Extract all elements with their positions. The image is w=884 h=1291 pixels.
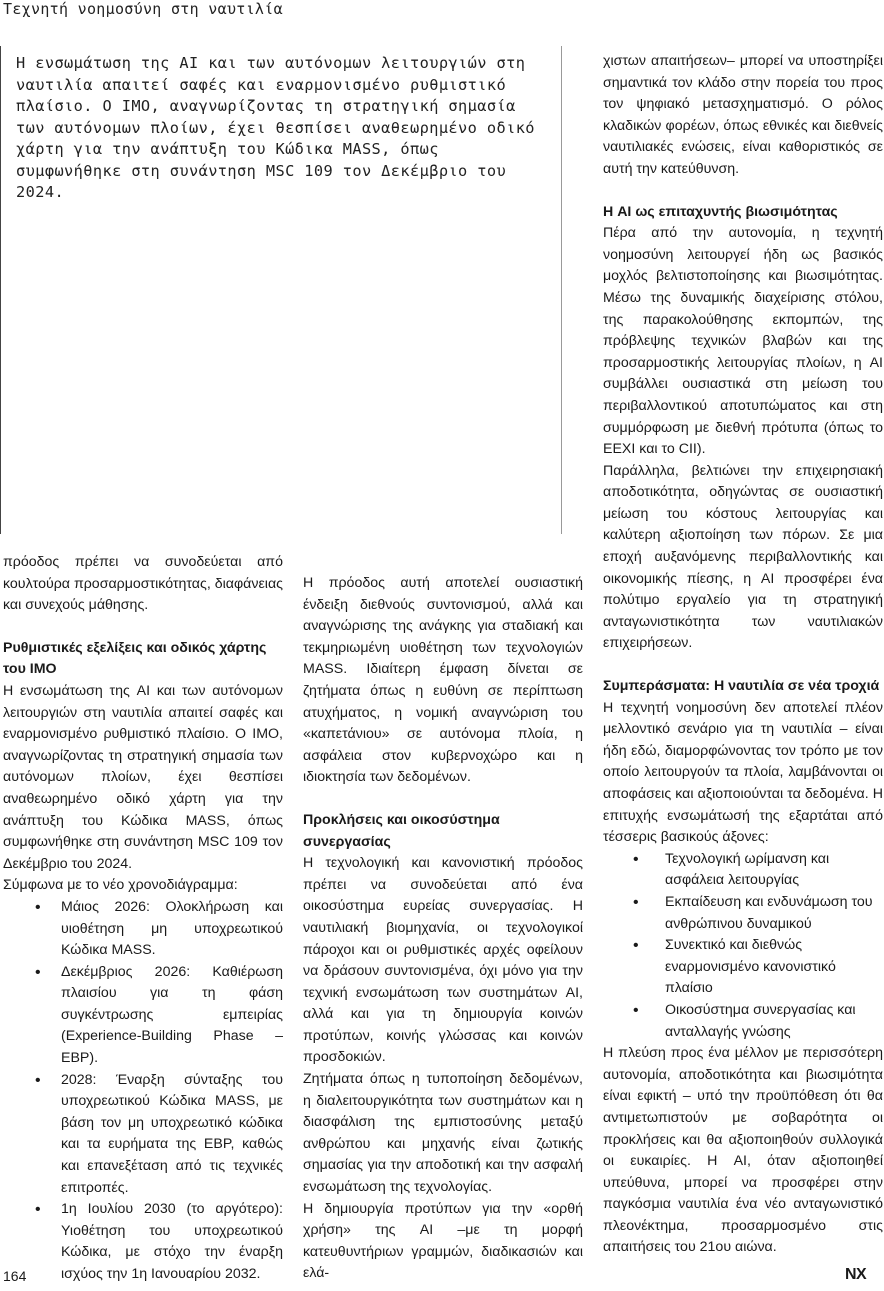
paragraph: Παράλληλα, βελτιώνει την επιχειρησιακή αποδοτικότητα, οδηγώντας σε ουσιαστική μείωση του κόστους λειτουργίας και καλύτερη αξιοποίηση των πόρων. Σε μια εποχή αυξανόμενης περιβαλλοντικής και οικονομικής πίεσης, η AI προσφέρει ένα πολύτιμο εργαλείο για τη στρατηγική ανταγωνιστικότητα των ναυτιλιακών επιχειρήσεων. xyxy=(603,462,883,652)
paragraph: Η τεχνητή νοημοσύνη δεν αποτελεί πλέον μελλοντικό σενάριο για τη ναυτιλία – είναι ήδη εδώ, διαμορφώνοντας τον τρόπο με τον οποίο λειτουργούν τα πλοία, λαμβάνονται οι αποφάσεις και αξιοποιούνται τα δεδομένα. Η επιτυχής ενσωμάτωσή της εξαρτάται από τέσσερις βασικούς άξονες: xyxy=(603,699,883,846)
paragraph: Η τεχνολογική και κανονιστική πρόοδος πρέπει να συνοδεύεται από ένα οικοσύστημα ευρείας συνεργασίας. Η ναυτιλιακή βιομηχανία, οι τεχνολογικοί πάροχοι και οι ρυθμιστικές αρχές οφείλουν να δράσουν συντονισμένα, όχι μόνο για την τεχνική ενσωμάτωση των συστημάτων AI, αλλά και για τη δημιουργία κοινών προτύπων, κοινής γλώσσας και κοινών προσδοκιών. xyxy=(303,855,583,1066)
section-heading: Ρυθμιστικές εξελίξεις και οδικός χάρτης του IMO xyxy=(3,639,267,678)
page-number: 164 xyxy=(3,1268,27,1284)
section-heading: Συμπεράσματα: Η ναυτιλία σε νέα τροχιά xyxy=(603,678,880,695)
list-item: • Μάιος 2026: Ολοκλήρωση και υιοθέτηση μη υποχρεωτικού Κώδικα MASS. xyxy=(3,897,283,962)
column-3 xyxy=(603,51,883,1259)
column-2 xyxy=(303,573,583,1285)
list-item: • Συνεκτικό και διεθνώς εναρμονισμένο κανονιστικό πλαίσιο xyxy=(603,935,883,1000)
paragraph: Η πρόοδος αυτή αποτελεί ουσιαστική ένδειξη διεθνούς συντονισμού, αλλά και αναγνώρισης της ανάγκης για σταδιακή και τεκμηριωμένη υιοθέτηση των τεχνολογιών MASS. Ιδιαίτερη έμφαση δίνεται σε ζητήματα όπως η ευθύνη σε περίπτωση ατυχήματος, η νομική αναγνώριση του «καπετάνιου» σε αυτόνομα πλοία, η ασφάλεια στον κυβερνοχώρο και η ιδιοκτησία των δεδομένων. xyxy=(303,575,583,786)
paragraph: χιστων απαιτήσεων– μπορεί να υποστηρίξει σημαντικά τον κλάδο στην πορεία του προς τον ψηφιακό μετασχηματισμό. Ο ρόλος κλαδικών φορέων, όπως εθνικές και διεθνείς ναυτιλιακές ενώσεις, είναι καθοριστικός σε αυτή την κατεύθυνση. xyxy=(603,53,883,177)
list-item: • Τεχνολογική ωρίμανση και ασφάλεια λειτουργίας xyxy=(603,849,883,892)
list-item: • 2028: Έναρξη σύνταξης του υποχρεωτικού Κώδικα MASS, με βάση τον μη υποχρεωτικό κώδικα και τα ευρήματα της EBP, καθώς και επανεξέταση από τις τεχνικές επιτροπές. xyxy=(3,1070,283,1200)
list-item: • Δεκέμβριος 2026: Καθιέρωση πλαισίου για τη φάση συγκέντρωσης εμπειρίας (Experience-Building Phase – EBP). xyxy=(3,962,283,1070)
list-item: • 1η Ιουλίου 2030 (το αργότερο): Υιοθέτηση του υποχρεωτικού Κώδικα, με στόχο την έναρξη ισχύος την 1η Ιανουαρίου 2032. xyxy=(3,1199,283,1285)
paragraph: πρόοδος πρέπει να συνοδεύεται από κουλτούρα προσαρμοστικότητας, διαφάνειας και συνεχούς μάθησης. xyxy=(3,554,283,614)
pull-quote-box xyxy=(0,46,562,534)
paragraph: Η ενσωμάτωση της AI και των αυτόνομων λειτουργιών στη ναυτιλία απαιτεί σαφές και εναρμονισμένο ρυθμιστικό πλαίσιο. Ο IMO, αναγνωρίζοντας τη στρατηγική σημασία των αυτόνομων πλοίων, έχει θεσπίσει αναθεωρημένο οδικό χάρτη για την ανάπτυξη του Κώδικα MASS, όπως συμφωνήθηκε στη συνάντηση MSC 109 τον Δεκέμβριο του 2024. xyxy=(3,682,283,872)
section-heading: Προκλήσεις και οικοσύστημα συνεργασίας xyxy=(303,811,500,850)
paragraph: Η πλεύση προς ένα μέλλον με περισσότερη αυτονομία, αποδοτικότητα και βιωσιμότητα είναι εφικτή – υπό την προϋπόθεση ότι θα αντιμετωπιστούν με σοβαρότητα οι προκλήσεις και θα αξιοποιηθούν συλλογικά οι ευκαιρίες. Η AI, όταν αξιοποιηθεί υπεύθυνα, μπορεί να προσφέρει στην παγκόσμια ναυτιλία ένα νέο ανταγωνιστικό πλεονέκτημα, προσαρμοσμένο στις απαιτήσεις του 21ου αιώνα. xyxy=(603,1045,883,1256)
timeline-list xyxy=(3,897,283,1286)
list-item: • Εκπαίδευση και ενδυνάμωση του ανθρώπινου δυναμικού xyxy=(603,892,883,935)
paragraph: Ζητήματα όπως η τυποποίηση δεδομένων, η διαλειτουργικότητα των συστημάτων και η διασφάλιση της εμπιστοσύνης μεταξύ ανθρώπου και μηχανής είναι ζωτικής σημασίας για την αποδοτική και την ασφαλή ενσωμάτωση της τεχνολογίας. xyxy=(303,1071,583,1196)
list-item: • Οικοσύστημα συνεργασίας και ανταλλαγής γνώσης xyxy=(603,1000,883,1043)
paragraph: Σύμφωνα με το νέο χρονοδιάγραμμα: xyxy=(3,877,238,894)
running-header: Τεχνητή νοημοσύνη στη ναυτιλία xyxy=(3,0,283,18)
column-1 xyxy=(3,552,283,1286)
axes-list xyxy=(603,849,883,1043)
section-heading: Η AI ως επιταχυντής βιωσιμότητας xyxy=(603,203,838,220)
paragraph: Πέρα από την αυτονομία, η τεχνητή νοημοσύνη λειτουργεί ήδη ως βασικός μοχλός βελτιστοποίησης και βιωσιμότητας. Μέσω της δυναμικής διαχείρισης στόλου, της παρακολούθησης εκπομπών, της πρόβλεψης τεχνικών βλαβών και της προσαρμοστικής λειτουργίας πλοίων, η AI συμβάλλει ουσιαστικά στη μείωση του περιβαλλοντικού αποτυπώματος και στη συμμόρφωση με διεθνή πρότυπα (όπως το EEXI και το CII). xyxy=(603,225,883,458)
magazine-logo: NX xyxy=(845,1266,867,1283)
paragraph: Η δημιουργία προτύπων για την «ορθή χρήση» της AI –με τη μορφή κατευθυντήριων γραμμών, διαδικασιών και ελά- xyxy=(303,1200,583,1282)
pull-quote-text: Η ενσωμάτωση της AI και των αυτόνομων λειτουργιών στη ναυτιλία απαιτεί σαφές και εναρμονισμένο ρυθμιστικό πλαίσιο. Ο IMO, αναγνωρίζοντας τη στρατηγική σημασία των αυτόνομων πλοίων, έχει θεσπίσει αναθεωρημένο οδικό χάρτη για την ανάπτυξη του Κώδικα MASS, όπως συμφωνήθηκε στη συνάντηση MSC 109 τον Δεκέμβριο του 2024. xyxy=(16,54,535,201)
